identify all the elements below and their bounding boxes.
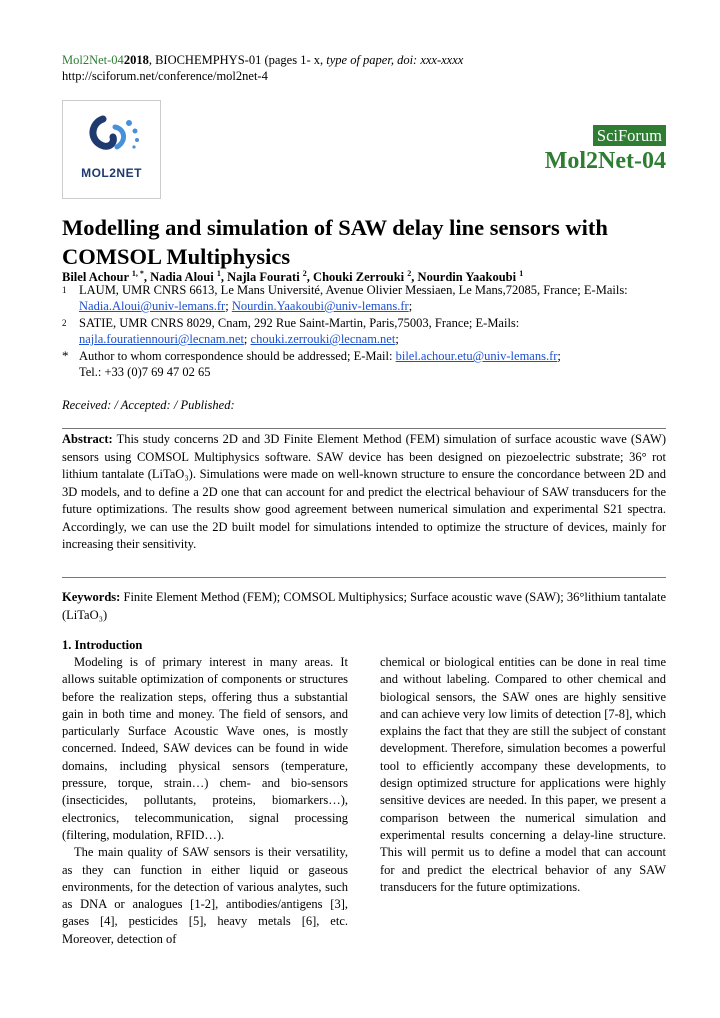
journal-name: Mol2Net-04 — [62, 53, 124, 67]
keywords — [62, 589, 666, 624]
asterisk-mark: * — [62, 348, 69, 363]
author-sup: 1 — [216, 269, 221, 278]
author-name: Bilel Achour — [62, 270, 129, 285]
divider — [62, 577, 666, 578]
author-name: Chouki Zerrouki — [313, 270, 405, 285]
keywords-label: Keywords: — [62, 590, 121, 604]
email-link[interactable]: najla.fouratiennouri@lecnam.net — [79, 332, 244, 346]
affiliation-text: SATIE, UMR CNRS 8029, Cnam, 292 Rue Saint-Martin, Paris,75003, France; E-Mails: — [79, 316, 520, 330]
author-sup: 2 — [302, 269, 307, 278]
section-heading: 1. Introduction — [62, 638, 143, 652]
telephone: Tel.: +33 (0)7 69 47 02 65 — [79, 365, 211, 379]
affiliation-2: 2 SATIE, UMR CNRS 8029, Cnam, 292 Rue Saint-Martin, Paris,75003, France; E-Mails: najla.fouratiennouri@lecnam.net; chouki.zerrouki@lecnam.net; — [62, 316, 520, 346]
email-link[interactable]: bilel.achour.etu@univ-lemans.fr — [395, 349, 558, 363]
mol2net-logo — [62, 100, 161, 199]
abstract — [62, 431, 666, 554]
divider — [62, 428, 666, 429]
publication-dates: Received: / Accepted: / Published: — [62, 398, 235, 412]
journal-code: , BIOCHEMPHYS-01 (pages 1- x, — [148, 53, 327, 67]
affiliation-text: LAUM, UMR CNRS 6613, Le Mans Université, Avenue Olivier Messiaen, Le Mans,72085, France; E-Mails: — [79, 283, 628, 297]
conference-name: Mol2Net-04 — [544, 148, 666, 174]
author-sup: 1 — [519, 269, 524, 278]
logo-wordmark: MOL2NET — [81, 166, 142, 180]
intro-right-column — [380, 654, 666, 896]
journal-header — [62, 52, 463, 68]
conference-url[interactable]: http://sciforum.net/conference/mol2net-4 — [62, 69, 268, 83]
author-name: Najla Fourati — [227, 270, 300, 285]
journal-year: 2018 — [123, 53, 149, 67]
email-link[interactable]: Nadia.Aloui@univ-lemans.fr — [79, 299, 226, 313]
intro-left-column — [62, 654, 348, 948]
keywords-text: Finite Element Method (FEM); COMSOL Multiphysics; Surface acoustic wave (SAW); 36°lithium tantalate (LiTaO₃) — [62, 590, 666, 622]
affiliation-mark: 2 — [62, 318, 67, 328]
corresponding-author: * Author to whom correspondence should be addressed; E-Mail: bilel.achour.etu@univ-lemans.fr; Tel.: +33 (0)7 69 47 02 65 — [62, 348, 561, 379]
email-link[interactable]: chouki.zerrouki@lecnam.net — [250, 332, 396, 346]
journal-type-doi: type of paper, doi: xxx-xxxx — [326, 53, 464, 67]
abstract-text: This study concerns 2D and 3D Finite Element Method (FEM) simulation of surface acoustic wave (SAW) sensors using COMSOL Multiphysics software. SAW device has been designed on piezoelectric substrate; 36° rot lithium tantalate (LiTaO₃). Simulations were made on well-known structure to ensure the concordance between 2D and 3D models, and to define a 2D one that can account for and predict the electrical behaviour of SAW transducers for the future optimizations. The results show good agreement between numerical simulation and experimental S21 spectra. Accordingly, we can use the 2D built model for simulations intended to optimize the structure of devices, mainly for increasing their sensitivity. — [62, 432, 666, 551]
mol2net-swirl-icon — [63, 101, 160, 171]
paragraph: Modeling is of primary interest in many areas. It allows suitable optimization of components or structures before the realization steps, offering thus a substantial gain in both time and money. The field of sensors, and particularly Surface Acoustic Wave ones, is mostly concerned. Indeed, SAW devices can be found in wide domains, including physical sensors (temperature, pressure, torque, strain…) chem- and bio-sensors (insecticides, pollutants, proteins, biomarkers…), electronics, telecommunication, signal processing (filtering, modulation, RFID…). — [62, 655, 348, 842]
author-name: Nadia Aloui — [150, 270, 214, 285]
paragraph: chemical or biological entities can be done in real time and without labeling. Compared to other chemical and biological sensors, the SAW ones are highly sensitive and can achieve very low limits of detection [7-8], which explains the fact that they are still the subject of constant development. Therefore, simulation becomes a powerful tool to efficiently accompany these developments, to design optimized structure for applications were highly sensitive devices are needed. In this paper, we present a comparison between the numerical simulation and experimental results concerning a delay-line structure. This will permit us to define a model that can account for and predict the electrical behavior of any SAW transducers for the future optimizations. — [380, 655, 667, 894]
affiliation-mark: 1 — [62, 285, 67, 295]
paragraph: The main quality of SAW sensors is their versatility, as they can function in either liquid or gaseous environments, for the detection of various analytes, such as DNA or analogues [1-2], antibodies/antigens [3], gases [4], pesticides [5], heavy metals [6], etc. Moreover, detection of — [62, 845, 348, 946]
affiliation-1: 1 LAUM, UMR CNRS 6613, Le Mans Université, Avenue Olivier Messiaen, Le Mans,72085, France; E-Mails: Nadia.Aloui@univ-lemans.fr; Nourdin.Yaakoubi@univ-lemans.fr; — [62, 283, 628, 313]
sciforum-badge: SciForum — [593, 125, 666, 146]
author-sup: 1, * — [131, 269, 144, 278]
abstract-label: Abstract: — [62, 432, 113, 446]
email-link[interactable]: Nourdin.Yaakoubi@univ-lemans.fr — [231, 299, 409, 313]
correspondence-text: Author to whom correspondence should be addressed; E-Mail: — [79, 349, 396, 363]
paper-title: Modelling and simulation of SAW delay line sensors with COMSOL Multiphysics — [62, 215, 608, 269]
author-sup: 2 — [407, 269, 412, 278]
author-list: Bilel Achour $^{1, *}$, Nadia Aloui $^1$, Najla Fourati $^2$, Chouki Zerrouki $^2$, Nourdin Yaakoubi $^1$ — [62, 269, 524, 285]
author-name: Nourdin Yaakoubi — [417, 270, 517, 285]
